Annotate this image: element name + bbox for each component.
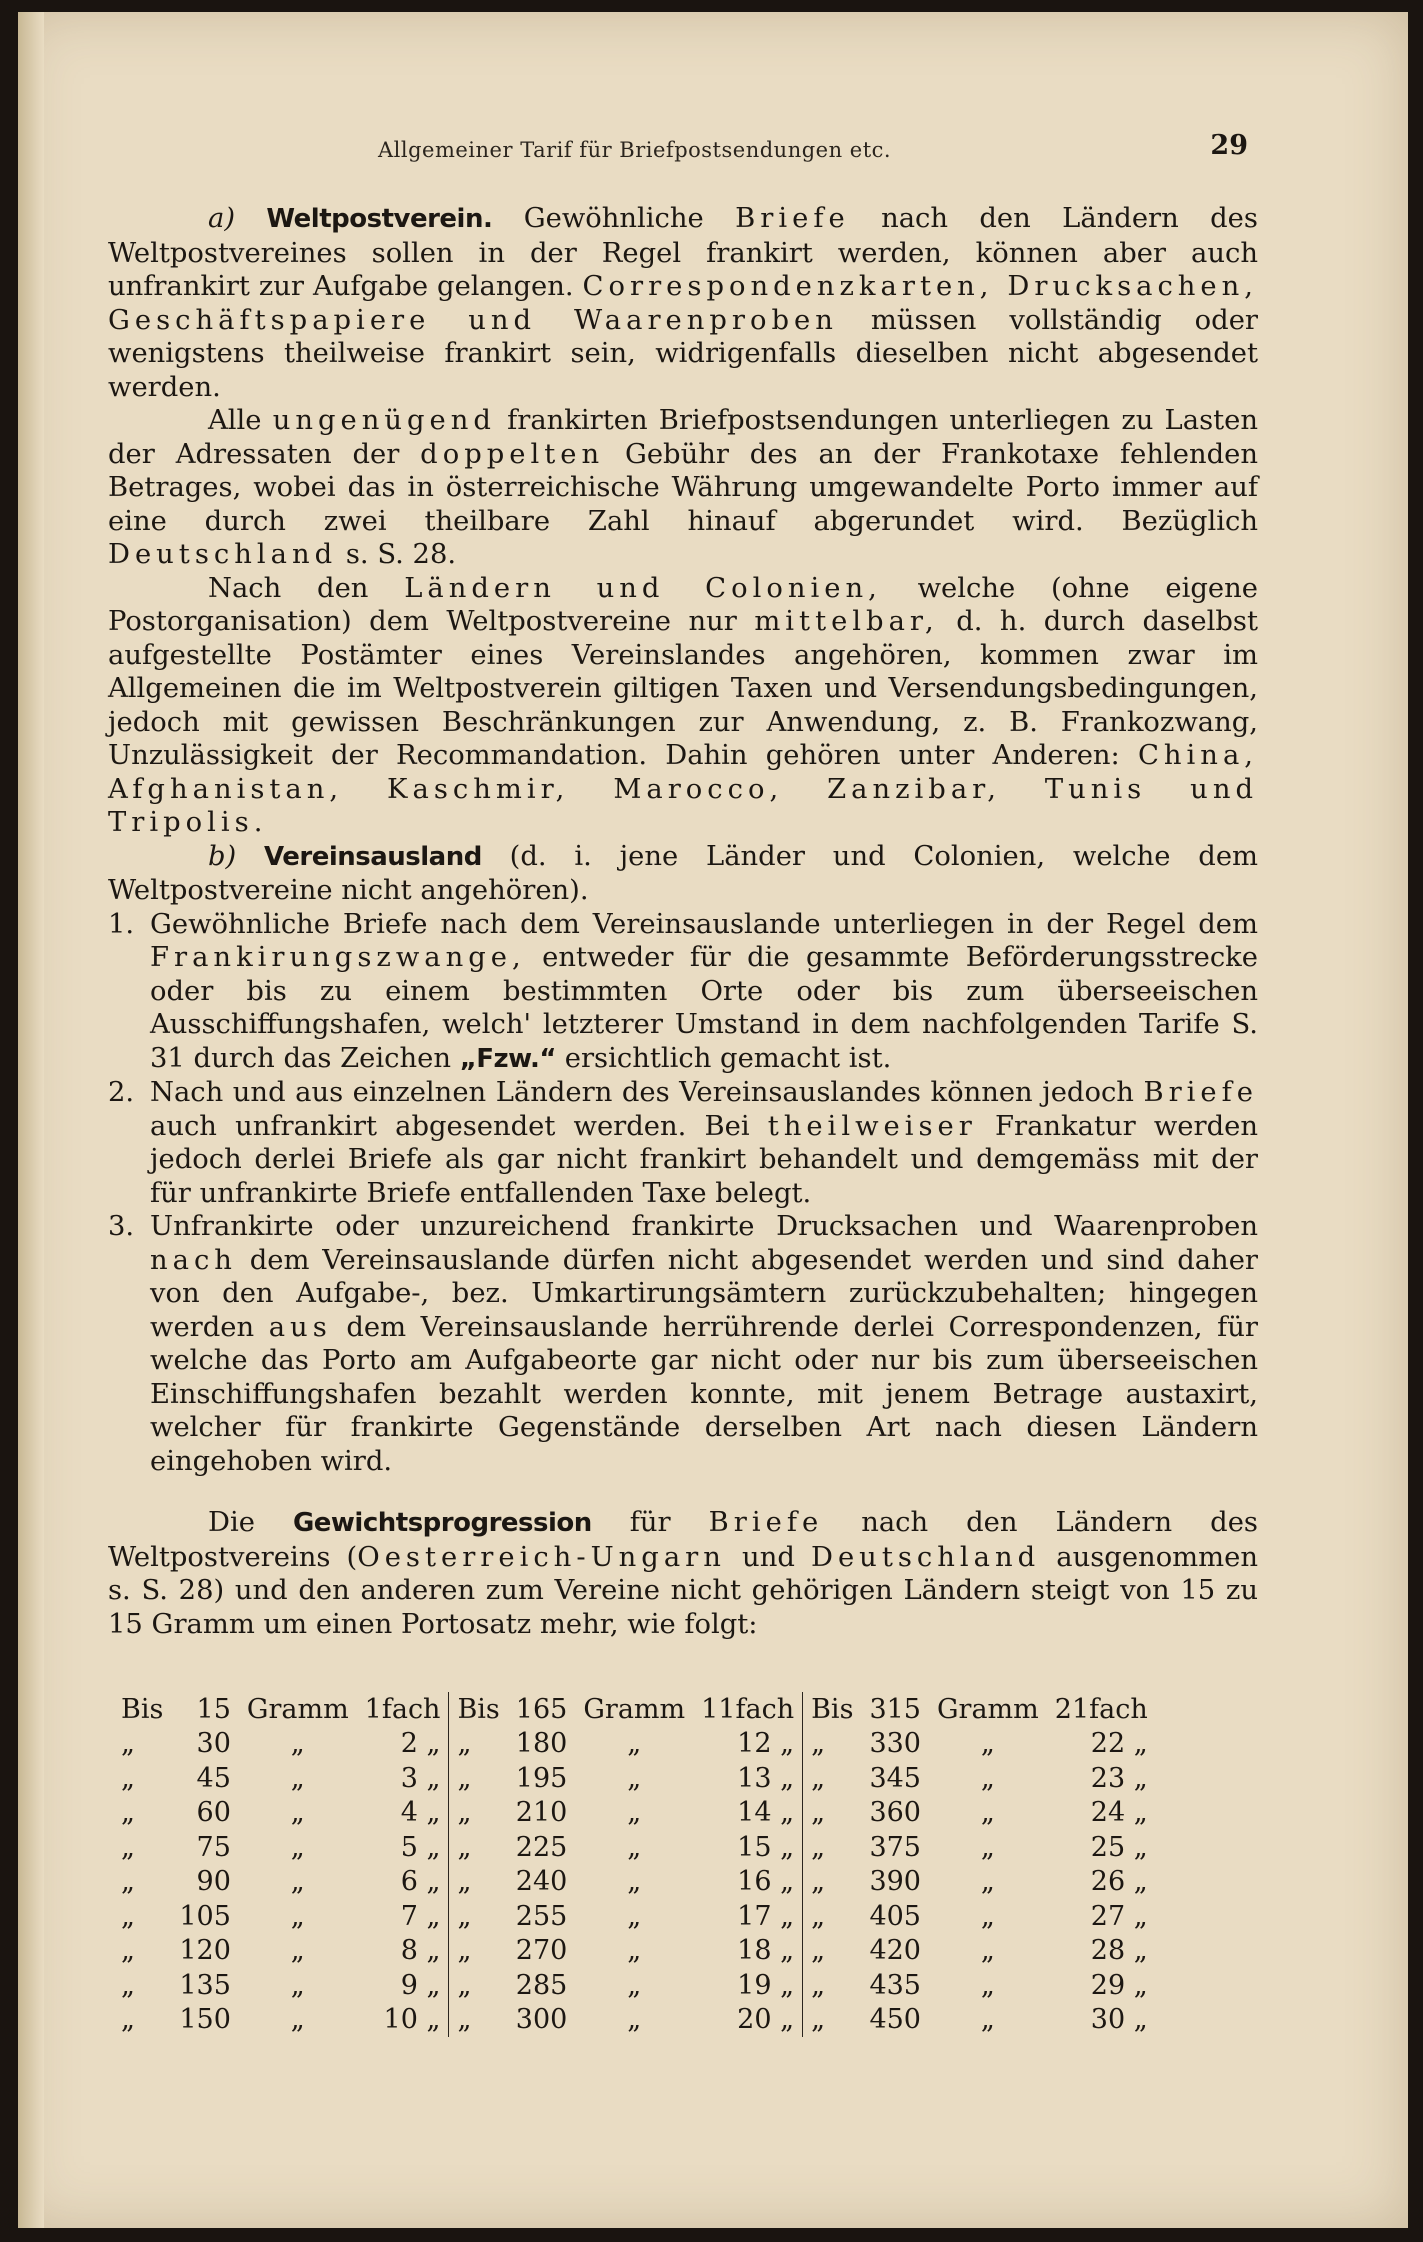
table-cell: „ — [290, 1969, 305, 2001]
table-cell: 375 — [869, 1831, 921, 1863]
table-cell: „ — [290, 1831, 305, 1863]
list-number: 1. — [108, 908, 135, 940]
table-cell: 135 — [179, 1969, 231, 2001]
table-cell: „ — [803, 1727, 862, 1762]
text-run: frankirten Briefpostsendungen unterliegen zu Lasten der Adressaten der — [108, 405, 1258, 470]
table-cell: „ — [627, 2004, 642, 2036]
text-run: auch unfrankirt abgesendet werden. Bei — [150, 1110, 750, 1142]
table-cell: „ — [121, 1900, 135, 1932]
text-run: Alle — [208, 405, 262, 436]
table-cell: 255 — [515, 1900, 568, 1932]
table-row — [113, 1761, 1156, 1796]
table-cell: „ — [290, 2004, 305, 2036]
table-cell: 22 „ — [1090, 1728, 1148, 1760]
fzw-mark: „Fzw.“ — [459, 1043, 557, 1074]
table-cell: „ — [121, 1762, 135, 1794]
table-cell: „ — [980, 1935, 995, 1967]
text-run: dem Vereinsauslande dürfen nicht abgesendet werden und sind daher von den Aufgabe-, bez. Umkartirungsämtern zurückzubehalten; hingegen werden — [150, 1244, 1258, 1343]
heading-gewichtsprogression: Gewichtsprogression — [292, 1508, 592, 1538]
table-cell: „ — [627, 1797, 642, 1829]
text-run: Frankatur werden jedoch derlei Briefe als gar nicht frankirt behandelt und demgemäss mit der für unfrankirte Briefe entfallenden Taxe belegt. — [150, 1110, 1258, 1209]
spaced-term: Deutschland — [811, 1541, 1041, 1573]
text-run: Unfrankirte oder unzureichend frankirte Drucksachen und Waarenproben — [150, 1211, 1258, 1242]
table-cell: 27 „ — [1090, 1900, 1148, 1932]
table-cell: „ — [290, 1762, 305, 1794]
table-cell: „ — [121, 1969, 135, 2001]
text-run: (d. i. jene Länder und Colonien, welche dem Weltpostvereine nicht angehören). — [108, 840, 1258, 906]
book-page — [18, 12, 1408, 2228]
table-cell: „ — [803, 1796, 862, 1831]
table-cell: „ — [627, 1969, 642, 2001]
table-cell: „ — [803, 1899, 862, 1934]
table-cell: 3 „ — [400, 1762, 441, 1794]
spaced-term: doppelten — [420, 438, 605, 470]
table-cell: „ — [449, 1830, 508, 1865]
text-run: welche (ohne eigene Postorganisation) dem Weltpostvereine nur — [108, 572, 1258, 637]
table-cell: 11fach — [701, 1693, 795, 1725]
table-cell: 405 — [869, 1900, 921, 1932]
body-text — [108, 202, 1258, 1641]
table-cell: 1fach — [364, 1693, 441, 1725]
table-cell: Bis — [803, 1692, 862, 1727]
table-cell: 2 „ — [400, 1728, 441, 1760]
table-cell: „ — [980, 1728, 995, 1760]
table-row — [113, 1968, 1156, 2003]
table-cell: „ — [449, 1968, 508, 2003]
spaced-term: Oesterreich-Ungarn — [357, 1541, 726, 1573]
text-run: Gewöhnliche — [523, 203, 704, 234]
table-cell: „ — [980, 1866, 995, 1898]
table-cell: 225 — [515, 1831, 568, 1863]
table-cell: 165 — [515, 1693, 568, 1725]
table-cell: 45 — [196, 1762, 231, 1794]
table-cell: 150 — [179, 2004, 231, 2036]
paragraph-ungenuegend — [108, 404, 1258, 572]
table-cell: 75 — [196, 1831, 231, 1863]
text-run: d. h. durch daselbst aufgestellte Postämter eines Vereinslandes angehören, kommen zwar im Allgemeinen die im Weltpostverein giltigen Taxen und Versendungsbedingungen, jedoch mit gewissen Beschränkungen zur Anwendung, z. B. Frankozwang, Unzulässigkeit der Recommandation. Dahin gehören unter Anderen: — [108, 606, 1258, 771]
table-cell: „ — [803, 2003, 862, 2038]
table-cell: „ — [290, 1900, 305, 1932]
table-cell: „ — [121, 1831, 135, 1863]
table-cell: 345 — [869, 1762, 921, 1794]
spacer — [108, 1478, 1258, 1506]
table-cell: „ — [980, 1762, 995, 1794]
table-cell: 450 — [869, 2004, 921, 2036]
table-cell: 12 „ — [737, 1728, 795, 1760]
table-cell: 24 „ — [1090, 1797, 1148, 1829]
table-cell: 285 — [515, 1969, 568, 2001]
table-cell: 60 — [196, 1797, 231, 1829]
section-heading-weltpostverein: Weltpostverein. — [266, 204, 493, 234]
spaced-term: Frankirungszwange, — [150, 942, 526, 973]
paragraph-vereinsausland — [108, 840, 1258, 908]
table-cell: 21fach — [1054, 1693, 1148, 1725]
table-row — [113, 1934, 1156, 1969]
table-cell: 270 — [515, 1935, 568, 1967]
table-cell: „ — [627, 1831, 642, 1863]
spaced-term: Deutschland — [108, 539, 338, 570]
table-cell: „ — [449, 1796, 508, 1831]
table-cell: 105 — [179, 1900, 231, 1932]
weight-progression-table — [113, 1692, 1156, 2037]
table-cell: „ — [627, 1728, 642, 1760]
list-item — [108, 1076, 1258, 1210]
table-cell: „ — [449, 1899, 508, 1934]
table-cell: „ — [121, 1935, 135, 1967]
table-cell: 17 „ — [737, 1900, 795, 1932]
section-label-b: b) — [208, 840, 237, 872]
table-cell: 15 — [196, 1693, 231, 1725]
spaced-term: Briefe — [735, 203, 850, 234]
spaced-term: mittelbar, — [754, 606, 939, 637]
page-number: 29 — [1210, 130, 1248, 161]
table-cell: „ — [627, 1762, 642, 1794]
text-run: s. S. 28. — [345, 539, 457, 570]
list-number: 3. — [108, 1211, 135, 1242]
table-cell: Bis — [449, 1692, 508, 1727]
table-cell: 180 — [515, 1728, 568, 1760]
table-cell: 5 „ — [400, 1831, 441, 1863]
text-run: für — [629, 1507, 671, 1538]
table-cell: 435 — [869, 1969, 921, 2001]
table-cell: 18 „ — [737, 1935, 795, 1967]
table-cell: „ — [121, 1728, 135, 1760]
table-row — [113, 1830, 1156, 1865]
table-cell: 420 — [869, 1935, 921, 1967]
table-cell: 330 — [869, 1728, 921, 1760]
table-cell: 25 „ — [1090, 1831, 1148, 1863]
paragraph-colonien — [108, 572, 1258, 840]
table-cell: „ — [980, 1900, 995, 1932]
table-cell: 23 „ — [1090, 1762, 1148, 1794]
table-cell: „ — [980, 1831, 995, 1863]
table-cell: 9 „ — [400, 1969, 441, 2001]
table-cell: Bis — [121, 1693, 164, 1725]
table-cell: „ — [449, 1865, 508, 1900]
text-run: und — [742, 1541, 795, 1573]
table-cell: 90 — [196, 1866, 231, 1898]
table-cell: „ — [803, 1865, 862, 1900]
table-cell: „ — [121, 1797, 135, 1829]
text-run: Nach und aus einzelnen Ländern des Vereinsauslandes können jedoch — [150, 1077, 1134, 1108]
text-run: nach den Ländern des Weltpostvereines sollen in der Regel frankirt werden, können aber auch unfrankirt zur Aufgabe gelangen. — [108, 203, 1258, 302]
table-cell: „ — [449, 1761, 508, 1796]
table-cell: 210 — [515, 1797, 568, 1829]
spaced-term: Correspondenzkarten, Drucksachen, Geschäftspapiere und Waarenproben — [108, 271, 1258, 336]
table-cell: 30 — [196, 1728, 231, 1760]
table-cell: „ — [121, 2004, 135, 2036]
table-cell: „ — [980, 2004, 995, 2036]
table-row — [113, 1796, 1156, 1831]
list-number: 2. — [108, 1077, 135, 1108]
spaced-term: Ländern und Colonien, — [404, 572, 882, 604]
table-row — [113, 1865, 1156, 1900]
table-cell: 20 „ — [737, 2004, 795, 2036]
table-row — [113, 1692, 1156, 1727]
table-cell: „ — [627, 1900, 642, 1932]
table-cell: 7 „ — [400, 1900, 441, 1932]
table-cell: 8 „ — [400, 1935, 441, 1967]
table-cell: 300 — [515, 2004, 568, 2036]
text-run: Gewöhnliche Briefe nach dem Vereinsauslande unterliegen in der Regel dem — [150, 908, 1258, 940]
text-run: entweder für die gesammte Beförderungsstrecke oder bis zu einem bestimmten Orte oder bis zum überseeischen Ausschiffungshafen, welch' letzterer Umstand in dem nachfolgenden Tarife S. 31 durch das Zeichen — [150, 942, 1258, 1074]
spaced-term: theilweiser — [767, 1110, 977, 1142]
text-run: Gebühr des an der Frankotaxe fehlenden Betrages, wobei das in österreichische Währung umgewandelte Porto immer auf eine durch zwei theilbare Zahl hinauf abgerundet wird. Bezüglich — [108, 438, 1258, 537]
table-cell: 16 „ — [737, 1866, 795, 1898]
table-cell: „ — [449, 2003, 508, 2038]
table-cell: 195 — [515, 1762, 568, 1794]
table-cell: „ — [627, 1866, 642, 1898]
text-run: Die — [208, 1507, 255, 1538]
spaced-term: ungenügend — [272, 405, 496, 436]
table-row — [113, 1899, 1156, 1934]
section-heading-vereinsausland: Vereinsausland — [264, 841, 482, 872]
table-cell: „ — [803, 1761, 862, 1796]
table-cell: 240 — [515, 1866, 568, 1898]
numbered-list — [108, 908, 1258, 1479]
table-cell: „ — [449, 1727, 508, 1762]
table-cell: 15 „ — [737, 1831, 795, 1863]
running-title: Allgemeiner Tarif für Briefpostsendungen etc. — [378, 138, 892, 162]
table-cell: 10 „ — [383, 2004, 441, 2036]
spaced-term: aus — [268, 1311, 332, 1343]
text-run: ausgenommen s. S. 28) und den anderen zum Vereine nicht gehörigen Ländern steigt von 15 zu 15 Gramm um einen Portosatz mehr, wie folgt: — [108, 1541, 1258, 1640]
table-cell: Gramm — [583, 1693, 686, 1725]
table-cell: 360 — [869, 1797, 921, 1829]
table-cell: 390 — [869, 1866, 921, 1898]
spaced-term: nach — [150, 1244, 237, 1276]
table-cell: „ — [290, 1935, 305, 1967]
table-cell: „ — [121, 1866, 135, 1898]
list-item — [108, 908, 1258, 1077]
table-cell: 13 „ — [737, 1762, 795, 1794]
list-item — [108, 1210, 1258, 1478]
table-cell: „ — [290, 1797, 305, 1829]
spaced-term: Briefe — [708, 1507, 824, 1538]
table-cell: „ — [980, 1969, 995, 2001]
text-run: nach den Ländern des Weltpostvereins ( — [108, 1507, 1258, 1573]
spaced-term: China, Afghanistan, Kaschmir, Marocco, Zanzibar, Tunis und Tripolis. — [108, 740, 1258, 838]
table-cell: 315 — [869, 1693, 921, 1725]
table-cell: „ — [803, 1830, 862, 1865]
text-run: dem Vereinsauslande herrührende derlei Correspondenzen, für welche das Porto am Aufgabeorte gar nicht oder nur bis zum überseeischen Einschiffungshafen bezahlt werden konnte, mit jenem Betrage austaxirt, welcher für frankirte Gegenstände derselben Art nach diesen Ländern eingehoben wird. — [150, 1311, 1258, 1477]
table-cell: 4 „ — [400, 1797, 441, 1829]
table-cell: „ — [627, 1935, 642, 1967]
text-run: müssen vollständig oder wenigstens theilweise frankirt sein, widrigenfalls dieselben nicht abgesendet werden. — [108, 304, 1258, 403]
table-cell: 29 „ — [1090, 1969, 1148, 2001]
table-cell: „ — [290, 1728, 305, 1760]
page-edge — [18, 12, 44, 2228]
table-cell: „ — [803, 1968, 862, 2003]
table-cell: „ — [290, 1866, 305, 1898]
section-label-a: a) — [208, 203, 236, 234]
paragraph-gewichtsprogression — [108, 1506, 1258, 1641]
page-header — [18, 130, 1408, 170]
table-cell: „ — [803, 1934, 862, 1969]
table-cell: Gramm — [246, 1693, 349, 1725]
table-cell: Gramm — [936, 1693, 1039, 1725]
text-run: Nach den — [208, 572, 369, 604]
table-cell: 6 „ — [400, 1866, 441, 1898]
paragraph-weltpostverein — [108, 202, 1258, 404]
table-cell: 14 „ — [737, 1797, 795, 1829]
table-cell: 26 „ — [1090, 1866, 1148, 1898]
text-run: ersichtlich gemacht ist. — [564, 1042, 892, 1074]
table-cell: 30 „ — [1090, 2004, 1148, 2036]
table-cell: „ — [980, 1797, 995, 1829]
table-row — [113, 2003, 1156, 2038]
table-cell: 28 „ — [1090, 1935, 1148, 1967]
table-row — [113, 1727, 1156, 1762]
table-cell: „ — [449, 1934, 508, 1969]
table-cell: 120 — [179, 1935, 231, 1967]
spaced-term: Briefe — [1143, 1077, 1258, 1108]
table-cell: 19 „ — [737, 1969, 795, 2001]
